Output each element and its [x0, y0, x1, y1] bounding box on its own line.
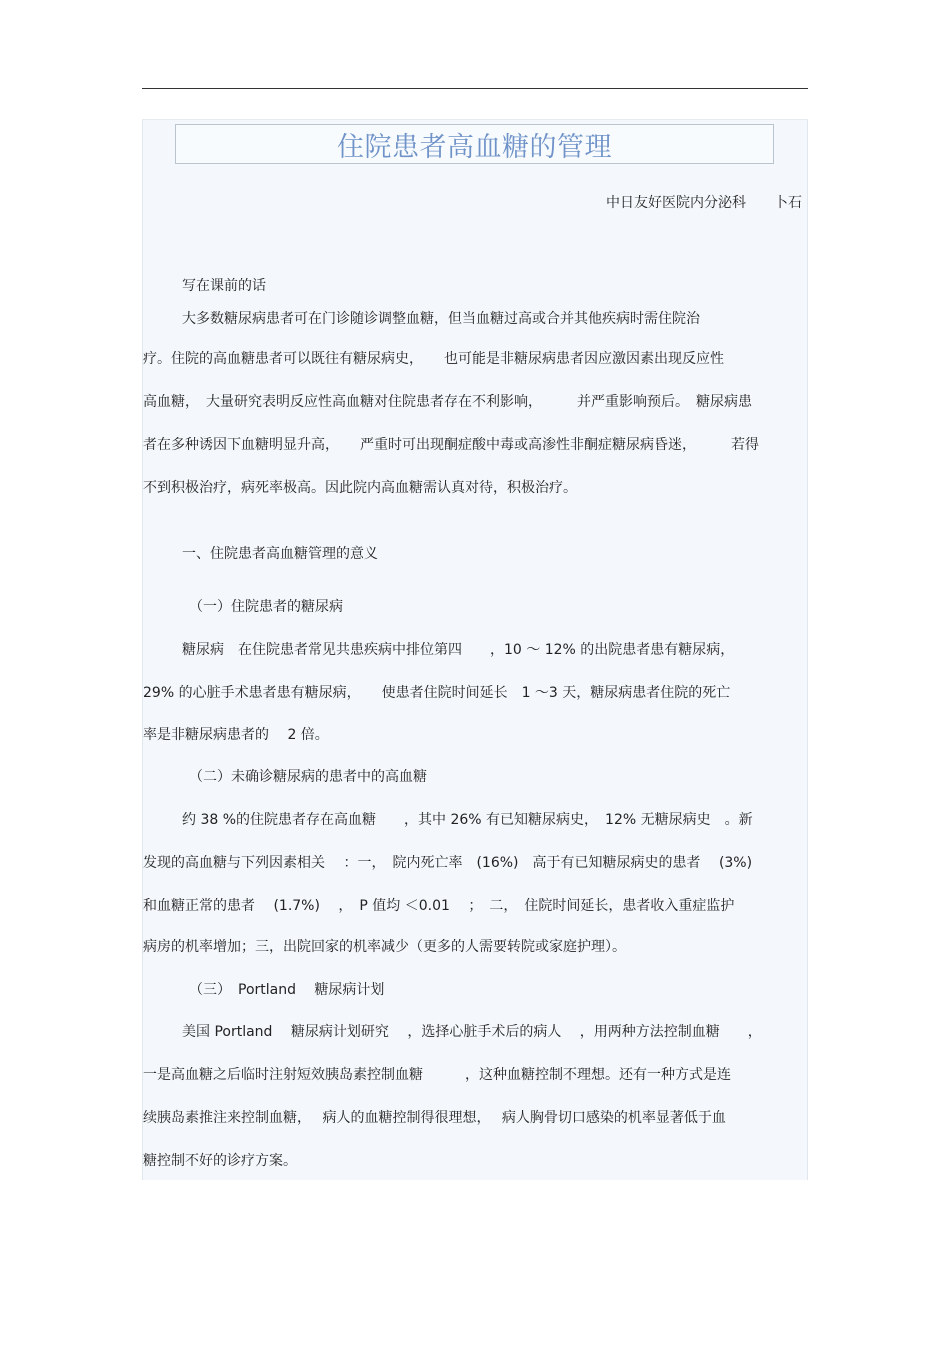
paragraph-line: 疗。住院的高血糖患者可以既往有糖尿病史， 也可能是非糖尿病患者因应激因素出现反应性	[143, 351, 724, 367]
title-banner	[175, 124, 774, 164]
paragraph-line: 发现的高血糖与下列因素相关 ：一， 院内死亡率 (16%) 高于有已知糖尿病史的患者 (3%)	[143, 855, 753, 871]
author-line: 中日友好医院内分泌科 卜石	[606, 195, 802, 211]
paragraph-line: 不到积极治疗，病死率极高。因此院内高血糖需认真对待，积极治疗。	[143, 480, 577, 496]
paragraph-line: 一是高血糖之后临时注射短效胰岛素控制血糖 ，这种血糖控制不理想。还有一种方式是连	[143, 1067, 731, 1083]
paragraph-line: 约 38 %的住院患者存在高血糖 ，其中 26% 有已知糖尿病史， 12% 无糖尿病史 。新	[182, 812, 753, 828]
header-rule	[142, 88, 808, 89]
page-title: 住院患者高血糖的管理	[337, 131, 612, 163]
paragraph-line: 和血糖正常的患者 (1.7%) ， P 值均 ＜0.01 ； 二， 住院时间延长，患者收入重症监护	[143, 898, 735, 914]
paragraph-line: 率是非糖尿病患者的 2 倍。	[143, 727, 329, 743]
subsection-heading: （二）未确诊糖尿病的患者中的高血糖	[189, 769, 427, 785]
paragraph-line: 病房的机率增加；三，出院回家的机率减少（更多的人需要转院或家庭护理）。	[143, 939, 626, 955]
paragraph-line: 续胰岛素推注来控制血糖， 病人的血糖控制得很理想， 病人胸骨切口感染的机率显著低于血	[143, 1110, 726, 1126]
paragraph-line: 美国 Portland 糖尿病计划研究 ，选择心脏手术后的病人 ，用两种方法控制血糖 ，	[182, 1024, 762, 1040]
paragraph-line: 高血糖， 大量研究表明反应性高血糖对住院患者存在不利影响， 并严重影响预后。 糖尿病患	[143, 394, 752, 410]
paragraph-line: 29% 的心脏手术患者患有糖尿病， 使患者住院时间延长 1 ～3 天，糖尿病患者住院的死亡	[143, 685, 731, 701]
subsection-heading: （一）住院患者的糖尿病	[189, 599, 343, 615]
paragraph-line: 糖尿病 在住院患者常见共患疾病中排位第四 ，10 ～ 12% 的出院患者患有糖尿病，	[182, 642, 735, 658]
subsection-heading: （三） Portland 糖尿病计划	[189, 982, 385, 998]
paragraph-line: 大多数糖尿病患者可在门诊随诊调整血糖，但当血糖过高或合并其他疾病时需住院治	[182, 311, 700, 327]
paragraph-line: 糖控制不好的诊疗方案。	[143, 1153, 297, 1169]
preface-heading: 写在课前的话	[182, 278, 266, 294]
section-heading: 一、住院患者高血糖管理的意义	[182, 546, 378, 562]
paragraph-line: 者在多种诱因下血糖明显升高， 严重时可出现酮症酸中毒或高渗性非酮症糖尿病昏迷， 若得	[143, 437, 759, 453]
